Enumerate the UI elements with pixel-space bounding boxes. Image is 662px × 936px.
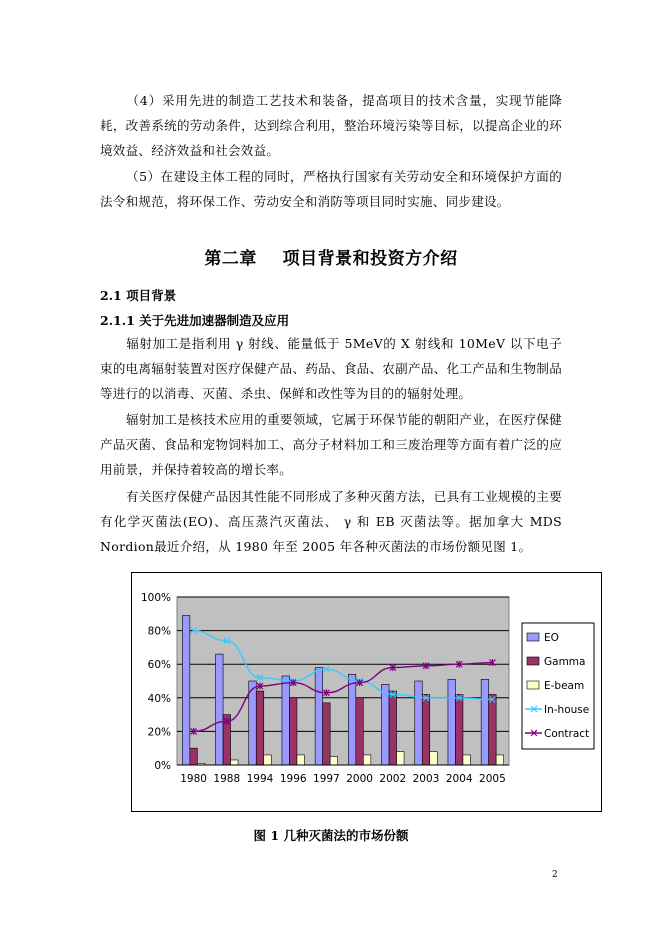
- y-tick-label: 20%: [147, 726, 171, 739]
- x-tick-label: 2000: [346, 773, 373, 785]
- body-paragraph-1: [100, 331, 562, 406]
- x-tick-label: 1988: [213, 773, 241, 785]
- bar-ebeam-2005: [496, 755, 504, 765]
- bar-eo-2005: [481, 679, 489, 765]
- x-tick-label: 1980: [180, 773, 207, 785]
- bar-gamma-2003: [422, 694, 430, 765]
- bar-gamma-2000: [356, 698, 364, 765]
- bar-gamma-2004: [455, 694, 463, 765]
- legend-swatch-ebeam: [527, 681, 539, 689]
- bar-ebeam-1996: [297, 755, 305, 765]
- bar-gamma-1994: [256, 691, 264, 765]
- bar-eo-1997: [315, 668, 323, 765]
- legend-label-ebeam: E-beam: [544, 680, 585, 692]
- bar-eo-1988: [216, 654, 224, 765]
- bar-eo-2003: [415, 681, 423, 765]
- body-paragraph-1-text: 辐射加工是指利用 γ 射线、能量低于 5MeV的 X 射线和 10MeV 以下电子束的电离辐射装置对医疗保健产品、药品、食品、农副产品、化工产品和生物制品等进行的以消毒、灭菌、杀虫、保鲜和改性等为目的的辐射处理。: [100, 336, 562, 401]
- legend-swatch-eo: [527, 633, 539, 641]
- y-tick-label: 60%: [147, 659, 171, 672]
- bar-eo-1980: [182, 615, 190, 765]
- legend-label-eo: EO: [544, 632, 559, 644]
- y-tick-label: 0%: [154, 760, 171, 772]
- x-tick-label: 2002: [379, 773, 407, 785]
- x-tick-label: 1997: [313, 773, 340, 785]
- market-share-chart: [132, 573, 601, 811]
- body-paragraph-3-text: 有关医疗保健产品因其性能不同形成了多种灭菌方法，已具有工业规模的主要有化学灭菌法(EO)、高压蒸汽灭菌法、 γ 和 EB 灭菌法等。据加拿大 MDS Nordion最近介绍，从 1980 年至 2005 年各种灭菌法的市场份额见图 1。: [100, 489, 562, 554]
- bar-ebeam-1994: [264, 755, 272, 765]
- bar-eo-2000: [348, 674, 356, 765]
- body-paragraph-2: [100, 407, 562, 482]
- y-tick-label: 100%: [140, 592, 171, 604]
- body-paragraph-3: [100, 484, 562, 559]
- bar-eo-1994: [249, 681, 257, 765]
- body-paragraph-2-text: 辐射加工是核技术应用的重要领域，它属于环保节能的朝阳产业，在医疗保健产品灭菌、食品和宠物饲料加工、高分子材料加工和三废治理等方面有着广泛的应用前景，并保持着较高的增长率。: [100, 412, 562, 477]
- legend-label-contract: Contract: [544, 728, 590, 740]
- x-tick-label: 2004: [445, 773, 473, 785]
- bar-ebeam-2000: [363, 755, 371, 765]
- chart-container: [131, 572, 602, 812]
- page-number: 2: [552, 870, 558, 880]
- bar-ebeam-2002: [397, 752, 405, 765]
- chapter-title: 第二章 项目背景和投资方介绍: [204, 249, 458, 269]
- bar-gamma-2002: [389, 691, 397, 765]
- x-tick-label: 1994: [246, 773, 274, 785]
- legend-label-inhouse: In-house: [544, 704, 590, 716]
- y-tick-label: 40%: [147, 692, 171, 705]
- section-heading: 2.1 项目背景: [100, 288, 177, 303]
- bar-gamma-1996: [289, 698, 297, 765]
- subsection-heading: 2.1.1 关于先进加速器制造及应用: [100, 313, 290, 328]
- legend-swatch-gamma: [527, 657, 539, 665]
- bar-gamma-2005: [489, 694, 497, 765]
- x-tick-label: 1996: [279, 773, 307, 785]
- bar-ebeam-2004: [463, 755, 471, 765]
- bar-eo-1996: [282, 676, 290, 765]
- figure-caption: 图 1 几种灭菌法的市场份额: [253, 828, 409, 843]
- bar-ebeam-2003: [430, 752, 438, 765]
- paragraph-4-text: （4）采用先进的制造工艺技术和装备，提高项目的技术含量，实现节能降耗，改善系统的劳动条件，达到综合利用，整治环境污染等目标，以提高企业的环境效益、经济效益和社会效益。: [100, 93, 562, 158]
- x-tick-label: 2003: [412, 773, 440, 785]
- bar-gamma-1997: [323, 703, 331, 765]
- paragraph-5: [100, 164, 562, 214]
- x-tick-label: 2005: [479, 773, 506, 785]
- y-tick-label: 80%: [147, 625, 171, 638]
- legend-label-gamma: Gamma: [544, 656, 586, 668]
- paragraph-5-text: （5）在建设主体工程的同时，严格执行国家有关劳动安全和环境保护方面的法令和规范，将环保工作、劳动安全和消防等项目同时实施、同步建设。: [100, 169, 562, 209]
- bar-eo-2004: [448, 679, 456, 765]
- bar-gamma-1980: [190, 748, 198, 765]
- bar-eo-2002: [382, 684, 390, 765]
- paragraph-4: [100, 88, 562, 163]
- bar-ebeam-1997: [330, 757, 338, 765]
- bar-ebeam-1988: [231, 760, 239, 765]
